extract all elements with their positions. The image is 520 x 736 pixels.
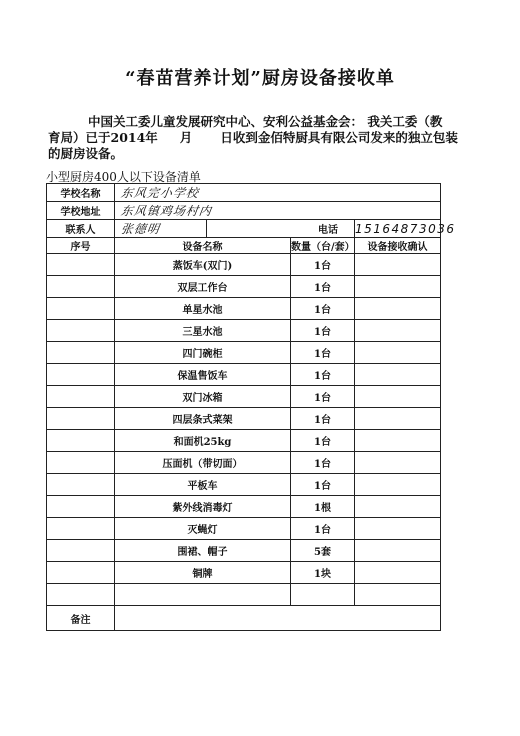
row-item-name: 平板车 <box>115 474 291 496</box>
table-row <box>47 496 441 518</box>
contact-handwritten: 张德明 <box>119 222 161 236</box>
row-item-qty: 1根 <box>291 496 355 518</box>
row-confirm-cell <box>355 364 441 386</box>
phone-handwritten: 15164873036 <box>355 221 456 236</box>
row-no-cell <box>47 540 115 562</box>
row-no-cell <box>47 320 115 342</box>
contact-row <box>47 220 441 238</box>
table-row <box>47 386 441 408</box>
row-no-cell <box>47 342 115 364</box>
row-confirm-cell <box>355 342 441 364</box>
row-no-cell <box>47 584 115 606</box>
intro-line-3: 的厨房设备。 <box>48 146 124 161</box>
row-item-name: 四层条式菜架 <box>115 408 291 430</box>
school-name-value-cell <box>115 184 441 202</box>
row-no-cell <box>47 474 115 496</box>
table-row <box>47 364 441 386</box>
table-row <box>47 584 441 606</box>
row-item-name: 四门碗柜 <box>115 342 291 364</box>
table-row <box>47 320 441 342</box>
row-no-cell <box>47 276 115 298</box>
table-row <box>47 408 441 430</box>
contact-label: 联系人 <box>47 220 115 238</box>
row-no-cell <box>47 254 115 276</box>
row-confirm-cell <box>355 474 441 496</box>
table-row <box>47 474 441 496</box>
row-item-name: 蒸饭车(双门) <box>115 254 291 276</box>
row-item-qty: 1台 <box>291 518 355 540</box>
school-address-handwritten: 东风镇鸡场村内 <box>119 204 213 218</box>
school-name-handwritten: 东风完小学校 <box>119 186 200 200</box>
table-row <box>47 540 441 562</box>
row-no-cell <box>47 496 115 518</box>
row-item-qty: 1台 <box>291 364 355 386</box>
row-item-name: 灭蝇灯 <box>115 518 291 540</box>
row-confirm-cell <box>355 386 441 408</box>
school-address-label: 学校地址 <box>47 202 115 220</box>
row-confirm-cell <box>355 496 441 518</box>
contact-value-cell <box>115 220 207 238</box>
row-item-name: 铜牌 <box>115 562 291 584</box>
row-confirm-cell <box>355 452 441 474</box>
row-no-cell <box>47 430 115 452</box>
row-item-qty: 1台 <box>291 452 355 474</box>
intro-paragraph <box>48 114 458 162</box>
row-no-cell <box>47 386 115 408</box>
intro-line-2-a: 育局）已于2014年 <box>48 130 158 145</box>
row-no-cell <box>47 452 115 474</box>
remarks-row <box>47 606 441 631</box>
row-confirm-cell <box>355 518 441 540</box>
col-header-no: 序号 <box>47 238 115 254</box>
row-item-qty: 5套 <box>291 540 355 562</box>
school-address-row <box>47 202 441 220</box>
row-confirm-cell <box>355 320 441 342</box>
row-item-name: 双层工作台 <box>115 276 291 298</box>
col-header-name: 设备名称 <box>115 238 291 254</box>
row-confirm-cell <box>355 562 441 584</box>
row-item-qty: 1台 <box>291 386 355 408</box>
col-header-confirm: 设备接收确认 <box>355 238 441 254</box>
row-item-qty: 1块 <box>291 562 355 584</box>
page-title: “春苗营养计划”厨房设备接收单 <box>125 68 395 89</box>
row-item-qty: 1台 <box>291 298 355 320</box>
remarks-value-cell <box>115 606 441 631</box>
table-row <box>47 518 441 540</box>
row-confirm-cell <box>355 276 441 298</box>
row-item-qty: 1台 <box>291 342 355 364</box>
row-no-cell <box>47 562 115 584</box>
remarks-label: 备注 <box>47 606 115 631</box>
col-header-qty: 数量（台/套） <box>291 238 355 254</box>
row-no-cell <box>47 408 115 430</box>
table-row <box>47 342 441 364</box>
row-item-qty: 1台 <box>291 320 355 342</box>
table-row <box>47 298 441 320</box>
row-item-name: 紫外线消毒灯 <box>115 496 291 518</box>
row-confirm-cell <box>355 584 441 606</box>
intro-line-2-b: 月 <box>179 130 193 145</box>
row-no-cell <box>47 518 115 540</box>
row-item-name: 围裙、帽子 <box>115 540 291 562</box>
equipment-receipt-table <box>46 183 456 631</box>
school-name-label: 学校名称 <box>47 184 115 202</box>
row-item-qty: 1台 <box>291 430 355 452</box>
list-caption: 小型厨房400人以下设备清单 <box>46 170 201 184</box>
table-row <box>47 430 441 452</box>
school-name-row <box>47 184 441 202</box>
table-row <box>47 452 441 474</box>
row-confirm-cell <box>355 540 441 562</box>
row-confirm-cell <box>355 408 441 430</box>
column-header-row <box>47 238 441 254</box>
row-confirm-cell <box>355 430 441 452</box>
row-confirm-cell <box>355 298 441 320</box>
row-item-qty <box>291 584 355 606</box>
row-item-qty: 1台 <box>291 408 355 430</box>
row-item-qty: 1台 <box>291 276 355 298</box>
phone-value-cell <box>355 220 456 238</box>
row-item-name: 保温售饭车 <box>115 364 291 386</box>
intro-line-1: 中国关工委儿童发展研究中心、安利公益基金会： 我关工委（教 <box>88 114 443 129</box>
row-item-qty: 1台 <box>291 254 355 276</box>
row-item-name: 单星水池 <box>115 298 291 320</box>
table-row <box>47 254 441 276</box>
row-item-qty: 1台 <box>291 474 355 496</box>
school-address-value-cell <box>115 202 441 220</box>
phone-label: 电话 <box>207 220 355 238</box>
table-row <box>47 276 441 298</box>
row-no-cell <box>47 298 115 320</box>
intro-line-2-c: 日收到金佰特厨具有限公司发来的独立包装 <box>220 130 458 145</box>
row-item-name: 压面机（带切面） <box>115 452 291 474</box>
row-item-name <box>115 584 291 606</box>
row-item-name: 三星水池 <box>115 320 291 342</box>
row-no-cell <box>47 364 115 386</box>
row-item-name: 和面机25kg <box>115 430 291 452</box>
table-row <box>47 562 441 584</box>
row-item-name: 双门冰箱 <box>115 386 291 408</box>
row-confirm-cell <box>355 254 441 276</box>
intro-line-2 <box>48 130 458 146</box>
